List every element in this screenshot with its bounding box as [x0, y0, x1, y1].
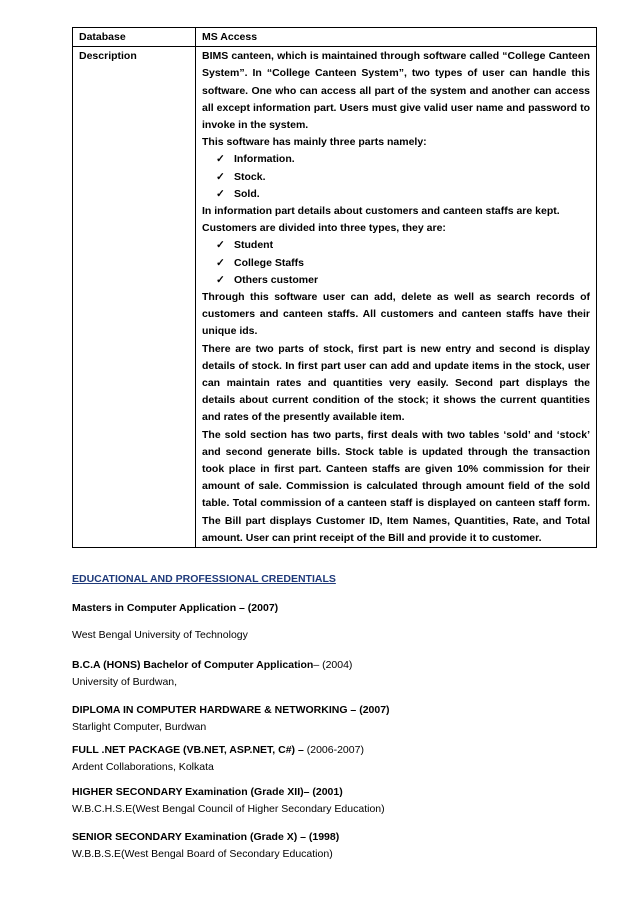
checkmark-icon: ✓ [216, 170, 225, 183]
credential-item [72, 702, 390, 735]
credential-item [72, 742, 364, 775]
credential-item [72, 829, 339, 862]
list-item: ✓ Others customer [202, 272, 590, 289]
stock-paragraph: There are two parts of stock, first part is new entry and second is display details of stock. In first part user can add and update items in the stock, user can maintain rates and quantities very easily. Second part displays the details about current condition of the stock; it shows the current quantities and rates of the presently available item. [202, 342, 590, 424]
list-item: ✓ Student [202, 237, 590, 254]
checkmark-icon: ✓ [216, 256, 225, 269]
project-details-table [72, 27, 597, 548]
parts-intro: This software has mainly three parts namely: [202, 136, 427, 149]
credential-title: B.C.A (HONS) Bachelor of Computer Application [72, 659, 314, 671]
description-label: Description [73, 47, 196, 548]
customers-intro: Customers are divided into three types, they are: [202, 222, 446, 235]
checkmark-icon: ✓ [216, 239, 225, 252]
database-value: MS Access [196, 28, 597, 47]
credential-item [72, 657, 352, 690]
search-paragraph: Through this software user can add, delete as well as search records of customers and canteen staffs. All customers and canteen staffs have their unique ids. [202, 291, 590, 338]
table-row [73, 28, 597, 47]
checkmark-icon: ✓ [216, 153, 225, 166]
credential-title: DIPLOMA IN COMPUTER HARDWARE & NETWORKING – (2007) [72, 704, 390, 716]
list-item: ✓ Information. [202, 151, 590, 168]
credential-item [72, 784, 385, 817]
list-item: ✓ Sold. [202, 186, 590, 203]
info-line: In information part details about customers and canteen staffs are kept. [202, 205, 560, 218]
sold-paragraph: The sold section has two parts, first deals with two tables ‘sold’ and ‘stock’ and second generate bills. Stock table is updated through the transaction took place in first part. Canteen staffs are given 10% commission for their amount of sale. Commission is calculated through amount field of the sold table. Total commission of a canteen staff is displayed on canteen staff form. The Bill part displays Customer ID, Item Names, Quantities, Rate, and Total amount. User can print receipt of the Bill and provide it to customer. [202, 428, 590, 544]
credential-item [72, 600, 278, 643]
credential-institution: University of Burdwan, [72, 675, 178, 688]
credential-title: HIGHER SECONDARY Examination (Grade XII)– (2001) [72, 786, 343, 798]
checkmark-icon: ✓ [216, 187, 225, 200]
list-item: ✓ Stock. [202, 169, 590, 186]
credential-title: SENIOR SECONDARY Examination (Grade X) – (1998) [72, 831, 340, 843]
database-label: Database [73, 28, 196, 47]
credential-year: (2006-2007) [303, 744, 364, 756]
credential-institution: Ardent Collaborations, Kolkata [72, 760, 214, 773]
credentials-heading: EDUCATIONAL AND PROFESSIONAL CREDENTIALS [72, 573, 336, 585]
credential-institution: W.B.C.H.S.E(West Bengal Council of Higher Secondary Education) [72, 802, 385, 815]
credential-institution: Starlight Computer, Burdwan [72, 720, 207, 733]
credential-year: – (2004) [313, 659, 353, 671]
credential-institution: W.B.B.S.E(West Bengal Board of Secondary Education) [72, 847, 333, 860]
table-row [73, 47, 597, 548]
description-cell [196, 47, 597, 548]
description-intro: BIMS canteen, which is maintained through software called “College Canteen System”. In “College Canteen System”, two types of user can handle this software. One who can access all part of the system and another can access all except information part. Users must give valid user name and password to invoke in the system. [202, 50, 590, 132]
credential-title: Masters in Computer Application – (2007) [72, 602, 279, 614]
credential-title: FULL .NET PACKAGE (VB.NET, ASP.NET, C#) – [72, 744, 304, 756]
checkmark-icon: ✓ [216, 273, 225, 286]
list-item: ✓ College Staffs [202, 255, 590, 272]
credential-institution: West Bengal University of Technology [72, 628, 248, 641]
